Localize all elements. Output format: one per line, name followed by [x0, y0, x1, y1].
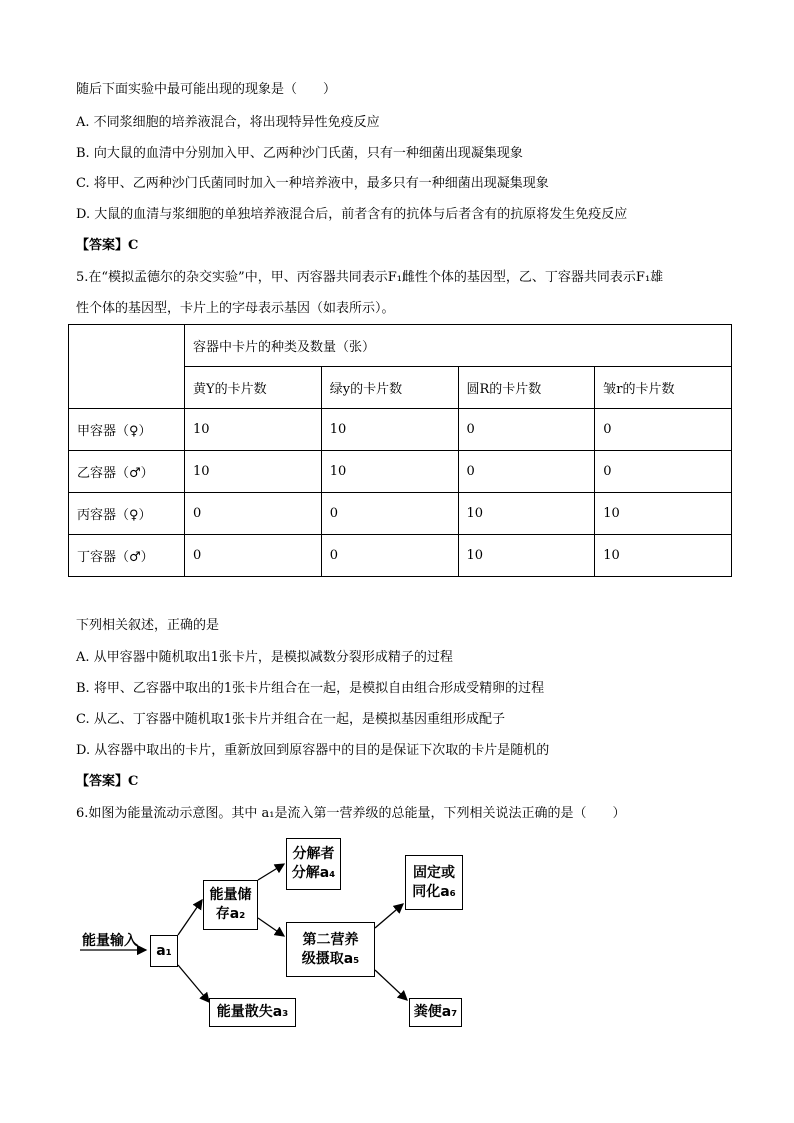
q4-stem: 随后下面实验中最可能出现的现象是（ ） [76, 82, 337, 97]
q4-option-a: A. 不同浆细胞的培养液混合，将出现特异性免疫反应 [76, 115, 380, 130]
decomposer-line1: 分解者 [292, 846, 335, 862]
arrow-storage-second [258, 918, 284, 936]
loss-label: 能量散失a₃ [216, 1004, 289, 1020]
energy-storage-box [203, 880, 258, 930]
fixed-line2: 同化a₆ [412, 883, 456, 900]
table-cell: 10 [321, 409, 458, 451]
row-label: 丁容器（♂） [69, 535, 185, 577]
feces-label: 粪便a₇ [413, 1004, 458, 1020]
q5-option-a: A. 从甲容器中随机取出1张卡片，是模拟减数分裂形成精子的过程 [76, 650, 453, 665]
energy-input-label: 能量输入 [82, 933, 138, 949]
storage-line1: 能量储 [209, 887, 252, 903]
table-cell: 0 [458, 451, 595, 493]
a1-label: a₁ [156, 942, 172, 959]
table-cell: 10 [458, 535, 595, 577]
feces-box [409, 998, 462, 1027]
arrow-second-fixed [375, 904, 403, 928]
arrow-storage-decomposer [258, 864, 284, 880]
fixed-line1: 固定或 [413, 864, 455, 881]
column-header: 皱r的卡片数 [595, 367, 732, 409]
energy-loss-box [209, 998, 296, 1027]
storage-line2: 存a₂ [215, 906, 246, 922]
answer-label: 【答案】 [76, 238, 129, 253]
q4-option-b: B. 向大鼠的血清中分别加入甲、乙两种沙门氏菌，只有一种细菌出现凝集现象 [76, 146, 523, 161]
a1-box [150, 935, 178, 967]
table-cell: 10 [185, 409, 322, 451]
q5-stem-line2: 性个体的基因型，卡片上的字母表示基因（如表所示）。 [76, 301, 395, 316]
table-cell: 0 [185, 535, 322, 577]
arrow-a1-storage [178, 900, 202, 935]
q5-option-b: B. 将甲、乙容器中取出的1张卡片组合在一起，是模拟自由组合形成受精卵的过程 [76, 681, 545, 696]
decomposer-box [286, 838, 341, 890]
q4-option-c: C. 将甲、乙两种沙门氏菌同时加入一种培养液中，最多只有一种细菌出现凝集现象 [76, 176, 549, 191]
table-cell: 10 [321, 451, 458, 493]
table-cell: 0 [595, 451, 732, 493]
second-line2: 级摄取a₅ [301, 950, 360, 967]
table-cell: 10 [458, 493, 595, 535]
row-label: 甲容器（♀） [69, 409, 185, 451]
answer-label: 【答案】 [76, 774, 129, 789]
second-line1: 第二营养 [302, 931, 359, 948]
column-header: 圆R的卡片数 [458, 367, 595, 409]
fixed-assimilated-box [405, 855, 463, 910]
column-header: 绿y的卡片数 [321, 367, 458, 409]
table-group-header: 容器中卡片的种类及数量（张） [185, 325, 732, 367]
table-cell: 0 [321, 535, 458, 577]
arrow-second-feces [375, 970, 407, 1000]
q5-prompt: 下列相关叙述，正确的是 [76, 618, 220, 633]
q5-stem-line1: 5.在“模拟孟德尔的杂交实验”中，甲、丙容器共同表示F₁雌性个体的基因型，乙、丁容器共同表示F₁雄 [76, 270, 664, 285]
answer-value: C [128, 774, 139, 789]
table-cell: 10 [595, 535, 732, 577]
table-cell: 10 [185, 451, 322, 493]
column-header: 黄Y的卡片数 [185, 367, 322, 409]
q4-option-d: D. 大鼠的血清与浆细胞的单独培养液混合后，前者含有的抗体与后者含有的抗原将发生免疫反应 [76, 207, 628, 222]
table-cell: 0 [185, 493, 322, 535]
table-cell: 10 [595, 493, 732, 535]
row-label: 乙容器（♂） [69, 451, 185, 493]
q5-option-c: C. 从乙、丁容器中随机取1张卡片并组合在一起，是模拟基因重组形成配子 [76, 712, 506, 727]
answer-value: C [128, 238, 139, 253]
q6-stem: 6.如图为能量流动示意图。其中 a₁是流入第一营养级的总能量，下列相关说法正确的是（ ） [76, 806, 626, 821]
table-cell: 0 [595, 409, 732, 451]
table-cell: 0 [321, 493, 458, 535]
second-trophic-box [286, 922, 375, 977]
arrow-a1-loss [178, 965, 209, 1002]
table-cell: 0 [458, 409, 595, 451]
q5-option-d: D. 从容器中取出的卡片，重新放回到原容器中的目的是保证下次取的卡片是随机的 [76, 743, 550, 758]
decomposer-line2: 分解a₄ [291, 865, 336, 881]
row-label: 丙容器（♀） [69, 493, 185, 535]
